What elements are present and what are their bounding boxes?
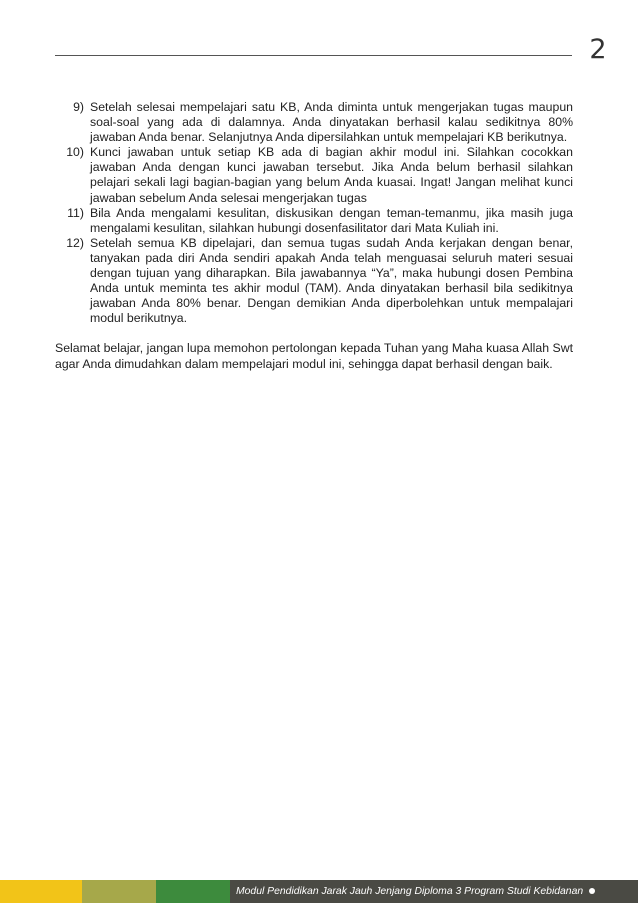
footer-color-segment-yellow (0, 880, 82, 903)
header-rule (55, 55, 572, 56)
list-item-text: Setelah selesai mempelajari satu KB, Anda diminta untuk mengerjakan tugas maupun soal-soal yang ada di dalamnya. Anda dinyatakan berhasil kalau sedikitnya 80% jawaban Anda benar. Selanjutnya Anda dipersilahkan untuk mempelajari KB berikutnya. (90, 100, 573, 145)
footer-text-segment (230, 880, 638, 903)
list-item-text: Kunci jawaban untuk setiap KB ada di bagian akhir modul ini. Silahkan cocokkan jawaban Anda dengan kunci jawaban tersebut. Jika Anda belum berhasil silahkan pelajari sekali lagi bagian-bagian yang belum Anda kuasai. Ingat! Jangan melihat kunci jawaban sebelum Anda selesai mengerjakan tugas (90, 145, 573, 205)
list-item-number: 9) (73, 100, 84, 114)
page-number: 2 (589, 34, 607, 65)
closing-paragraph: Selamat belajar, jangan lupa memohon pertolongan kepada Tuhan yang Maha kuasa Allah Swt agar Anda dimudahkan dalam mempelajari modul ini, sehingga dapat berhasil dengan baik. (55, 341, 573, 371)
footer-bar (0, 880, 638, 903)
list-item-number: 12) (66, 235, 84, 250)
list-item-text: Bila Anda mengalami kesulitan, diskusikan dengan teman-temanmu, jika masih juga mengalami kesulitan, silahkan hubungi dosenfasilitator dari Mata Kuliah ini. (90, 205, 573, 235)
list-item-number: 11) (67, 205, 84, 220)
list-item (55, 100, 573, 145)
page-content (55, 100, 573, 372)
list-item (55, 236, 573, 327)
list-item-number: 10) (66, 145, 84, 160)
bullet-dot-icon (589, 888, 595, 894)
footer-color-segment-olive (82, 880, 156, 903)
instruction-list (55, 100, 573, 326)
list-item-text: Setelah semua KB dipelajari, dan semua tugas sudah Anda kerjakan dengan benar, tanyakan pada diri Anda sendiri apakah Anda telah menguasai seluruh materi sesuai dengan tujuan yang diharapkan. Bila jawabannya “Ya”, maka hubungi dosen Pembina Anda untuk meminta tes akhir modul (TAM). Anda dinyatakan berhasil bila sedikitnya jawaban Anda 80% benar. Dengan demikian Anda diperbolehkan untuk mempalajari modul berikutnya. (90, 235, 573, 326)
list-item (55, 206, 573, 236)
footer-text: Modul Pendidikan Jarak Jauh Jenjang Diploma 3 Program Studi Kebidanan (236, 886, 584, 897)
footer-color-segment-green (156, 880, 230, 903)
list-item (55, 145, 573, 205)
